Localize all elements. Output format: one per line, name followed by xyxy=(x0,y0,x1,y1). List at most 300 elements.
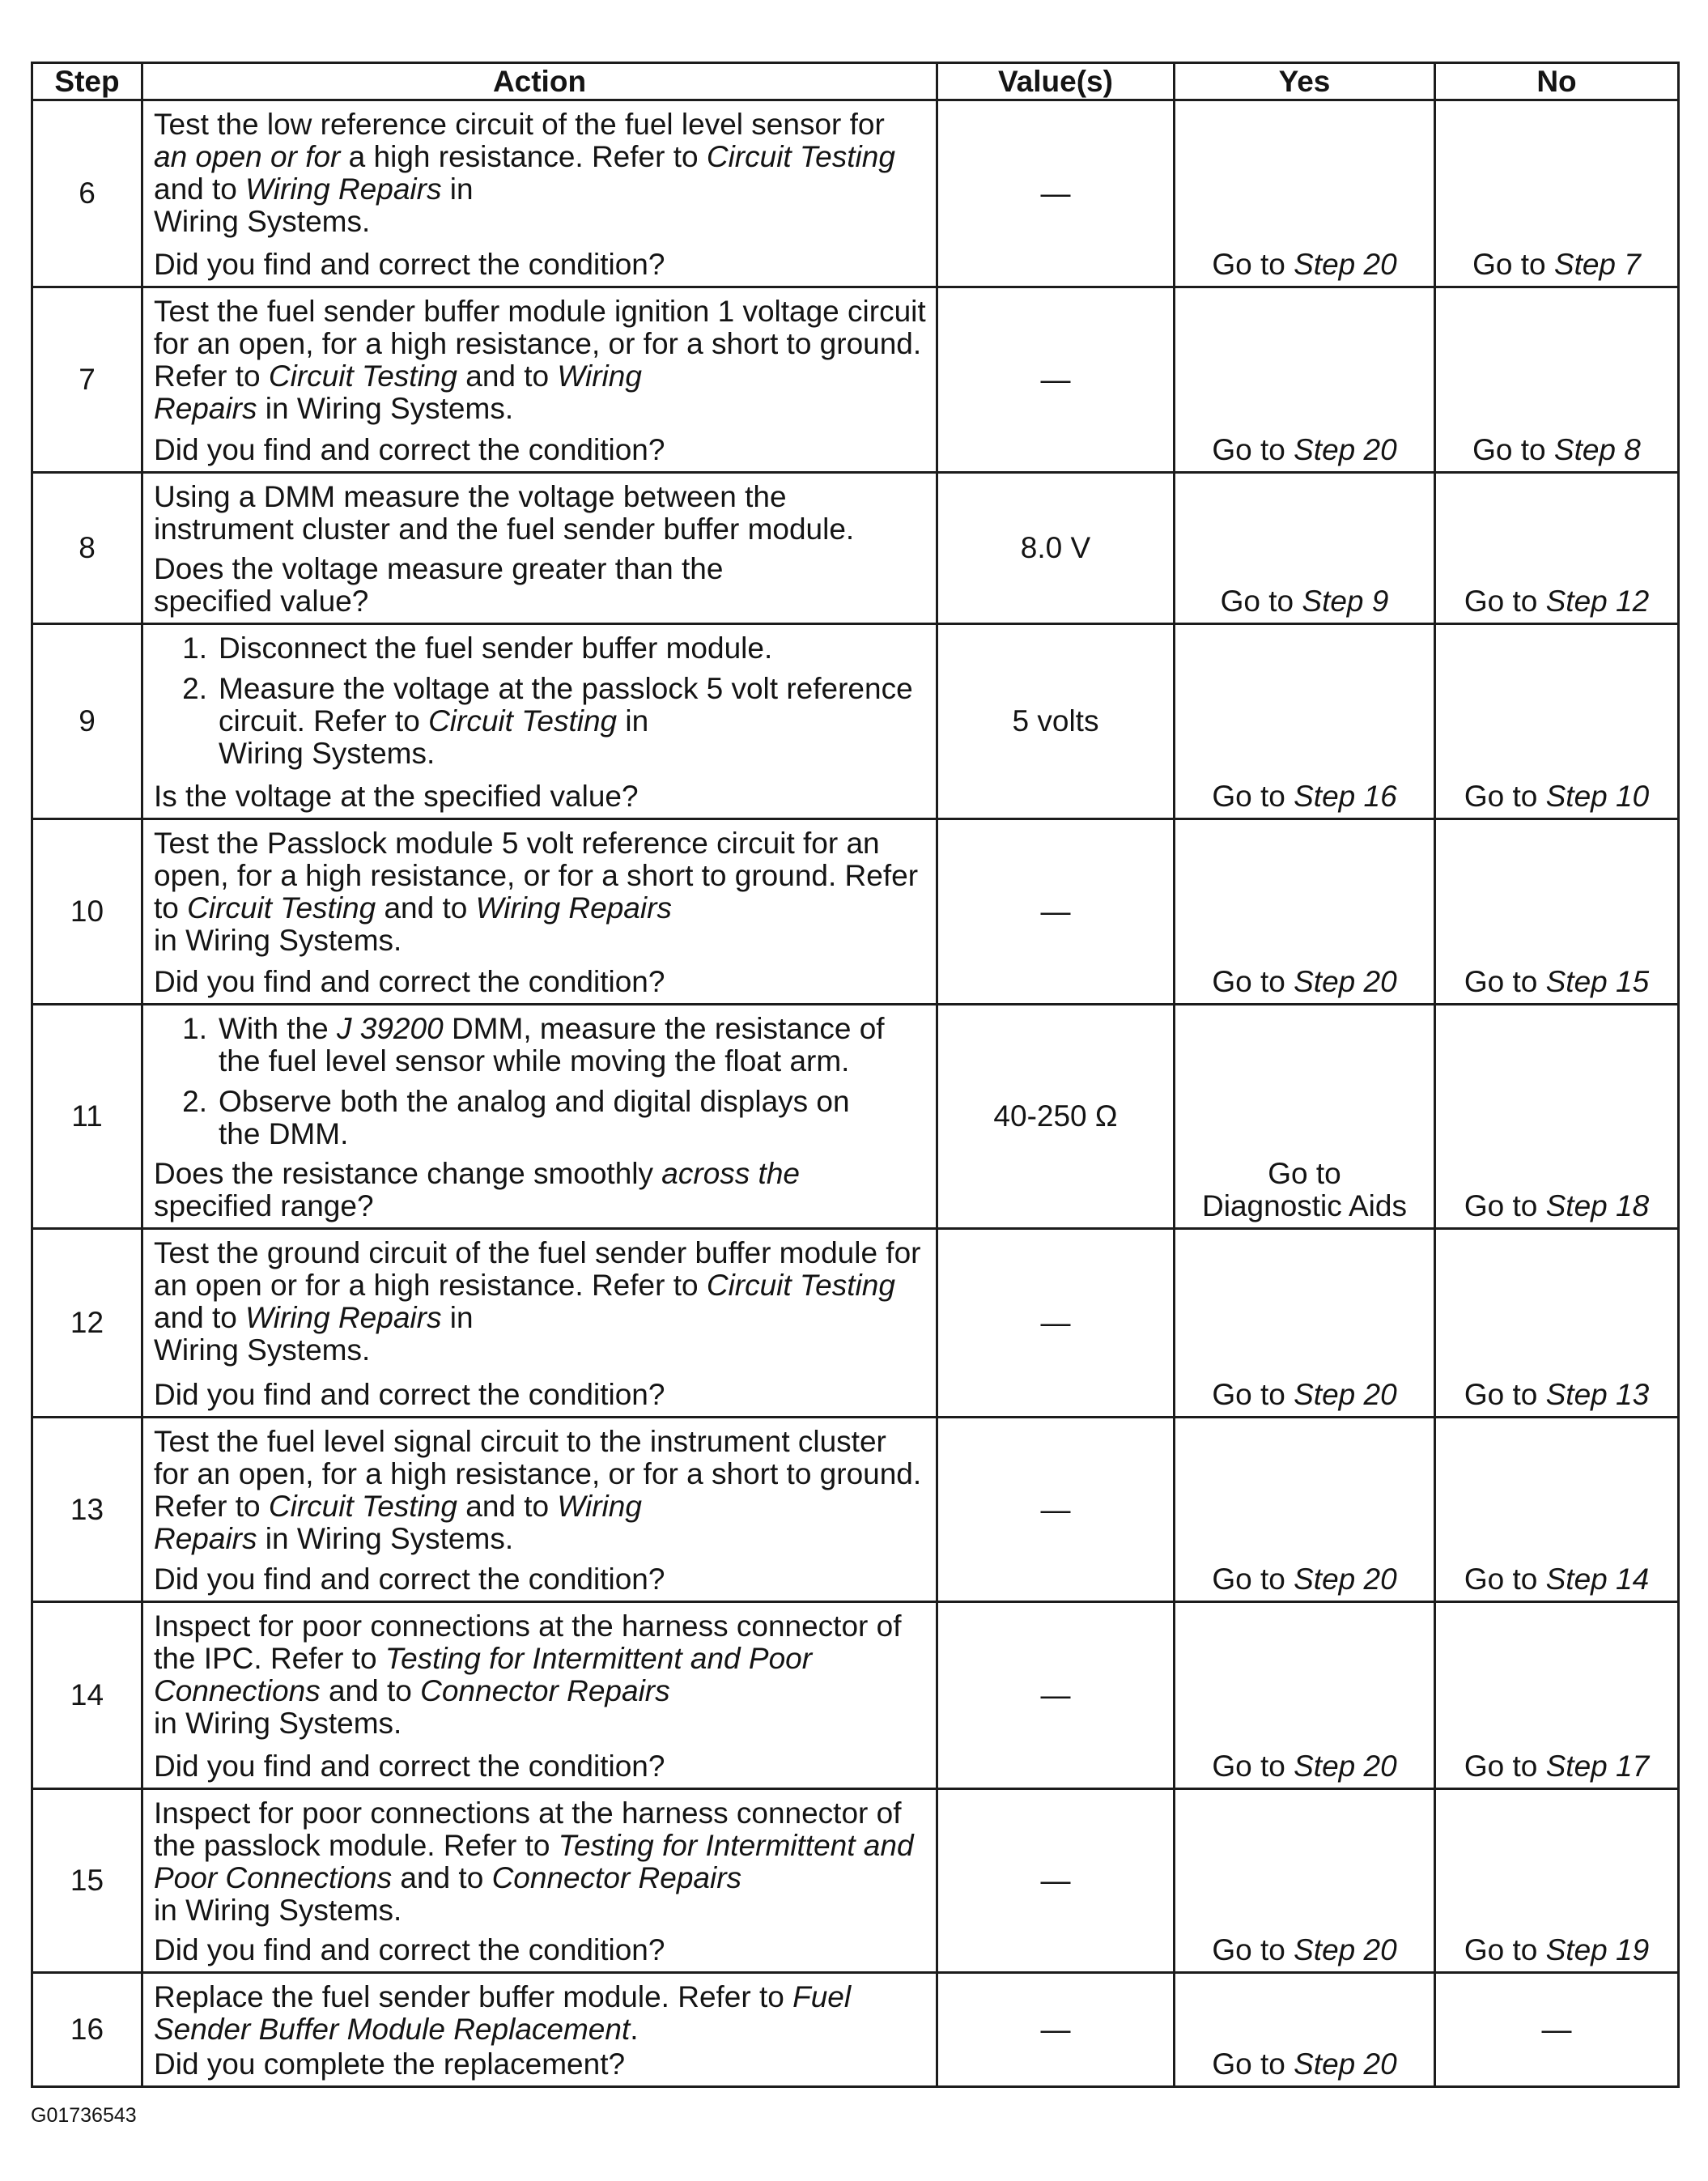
list-item xyxy=(154,1013,936,1078)
reference-text: Step 13 xyxy=(1545,1378,1650,1411)
text-segment: Go to xyxy=(1212,248,1294,281)
text-line xyxy=(154,1379,936,1411)
text-segment: Refer to xyxy=(154,1490,269,1523)
reference-text: Circuit Testing xyxy=(706,1269,895,1302)
question xyxy=(154,1379,936,1411)
reference-text: Connections xyxy=(154,1674,321,1707)
yes-result xyxy=(1212,1934,1396,1966)
no-cell xyxy=(1436,1418,1680,1603)
text-line xyxy=(1472,249,1641,281)
text-line xyxy=(1212,1379,1396,1411)
yes-result xyxy=(1212,966,1396,998)
reference-text: Step 15 xyxy=(1545,965,1650,998)
text-segment: in xyxy=(441,1301,474,1334)
question xyxy=(154,966,936,998)
reference-text: Step 20 xyxy=(1294,248,1397,281)
instructions xyxy=(154,1981,936,2046)
instructions xyxy=(154,632,936,770)
action-cell xyxy=(143,625,938,820)
spec-value: — xyxy=(1040,2013,1071,2046)
text-line xyxy=(154,1675,936,1707)
text-segment: Did you find and correct the condition? xyxy=(154,248,665,281)
spec-value: 8.0 V xyxy=(1020,531,1091,564)
step-cell xyxy=(33,288,143,474)
text-segment: for an open, for a high resistance, or for a short to ground. xyxy=(154,1457,922,1490)
text-segment: Refer to xyxy=(154,359,269,393)
reference-text: Step 7 xyxy=(1553,248,1641,281)
text-line xyxy=(154,249,936,281)
text-segment: Diagnostic Aids xyxy=(1202,1189,1407,1222)
text-segment: the IPC. Refer to xyxy=(154,1642,385,1675)
text-segment: Did you complete the replacement? xyxy=(154,2047,626,2081)
yes-cell xyxy=(1175,1974,1436,2088)
reference-text: Wiring xyxy=(557,359,642,393)
text-line xyxy=(1221,585,1389,618)
text-segment: circuit. Refer to xyxy=(219,704,429,738)
text-segment: Did you find and correct the condition? xyxy=(154,1749,665,1783)
text-segment: the DMM. xyxy=(219,1117,349,1150)
reference-text: Connector Repairs xyxy=(491,1861,742,1894)
text-segment: Does the voltage measure greater than the xyxy=(154,552,724,585)
text-line xyxy=(219,673,913,705)
text-segment: Using a DMM measure the voltage between the xyxy=(154,480,787,513)
spec-value: — xyxy=(1040,1678,1071,1711)
text-line xyxy=(154,2048,936,2081)
text-segment: to xyxy=(154,891,188,925)
action-cell xyxy=(143,101,938,288)
text-line xyxy=(154,1862,936,1894)
text-segment: Go to xyxy=(1464,1189,1546,1222)
yes-cell xyxy=(1175,1603,1436,1790)
step-cell xyxy=(33,1418,143,1603)
action-cell xyxy=(143,1230,938,1418)
text-segment: Test the ground circuit of the fuel sender buffer module for xyxy=(154,1236,921,1269)
reference-text: Circuit Testing xyxy=(187,891,376,925)
text-segment: Measure the voltage at the passlock 5 volt reference xyxy=(219,672,913,705)
text-line xyxy=(154,328,936,360)
spec-value: — xyxy=(1040,895,1071,928)
text-segment: Go to xyxy=(1220,585,1302,618)
text-line xyxy=(154,1934,936,1966)
step-number: 15 xyxy=(70,1864,104,1897)
text-segment: the passlock module. Refer to xyxy=(154,1829,559,1862)
text-line xyxy=(154,1334,936,1367)
text-line xyxy=(154,925,936,957)
yes-cell xyxy=(1175,1005,1436,1230)
question xyxy=(154,2048,936,2081)
spec-value: — xyxy=(1040,363,1071,396)
list-item-text xyxy=(219,1013,885,1078)
text-line xyxy=(1212,1750,1396,1783)
text-segment: Observe both the analog and digital displays on xyxy=(219,1085,850,1118)
text-segment: and to xyxy=(154,172,246,206)
text-line xyxy=(154,295,936,328)
text-line xyxy=(154,1426,936,1458)
header-action-label: Action xyxy=(492,64,587,98)
text-line xyxy=(219,1086,850,1118)
text-segment: Inspect for poor connections at the harness connector of xyxy=(154,1796,902,1830)
text-line xyxy=(154,434,936,466)
text-segment: Go to xyxy=(1212,1933,1294,1966)
text-segment: in xyxy=(441,172,474,206)
text-line xyxy=(154,1237,936,1269)
instructions xyxy=(154,827,936,957)
text-segment: Did you find and correct the condition? xyxy=(154,1378,665,1411)
text-segment: Go to xyxy=(1212,965,1294,998)
reference-text: Wiring Repairs xyxy=(475,891,672,925)
question xyxy=(154,1563,936,1596)
no-result xyxy=(1464,1190,1649,1222)
text-line xyxy=(219,632,772,665)
text-segment: . xyxy=(630,2013,639,2046)
text-line xyxy=(1464,1379,1649,1411)
no-cell xyxy=(1436,474,1680,625)
step-cell xyxy=(33,1603,143,1790)
spec-value: — xyxy=(1040,1492,1071,1526)
text-segment: Go to xyxy=(1464,1562,1546,1596)
text-segment: and to xyxy=(457,359,558,393)
text-segment: Did you find and correct the condition? xyxy=(154,1933,665,1966)
text-line xyxy=(154,108,936,141)
text-segment: Disconnect the fuel sender buffer module. xyxy=(219,631,773,665)
text-segment: Go to xyxy=(1464,1933,1546,1966)
value-cell xyxy=(938,1974,1175,2088)
reference-text: Step 16 xyxy=(1294,780,1397,813)
text-segment: Test the fuel sender buffer module ignition 1 voltage circuit xyxy=(154,295,926,328)
text-line xyxy=(154,1750,936,1783)
reference-text: Circuit Testing xyxy=(706,140,895,173)
text-segment: Go to xyxy=(1464,965,1546,998)
reference-text: Testing for Intermittent and xyxy=(558,1829,914,1862)
list-item-text xyxy=(219,673,913,770)
step-number: 12 xyxy=(70,1306,104,1339)
instructions xyxy=(154,1237,936,1367)
text-segment: Inspect for poor connections at the harness connector of xyxy=(154,1609,902,1643)
spec-value: — xyxy=(1040,1864,1071,1897)
text-segment: in Wiring Systems. xyxy=(154,1707,402,1740)
text-line xyxy=(154,827,936,860)
reference-text: across the xyxy=(661,1157,800,1190)
text-line xyxy=(154,1797,936,1830)
yes-cell xyxy=(1175,474,1436,625)
text-line xyxy=(219,1013,885,1045)
text-line xyxy=(154,393,936,425)
header-no-label: No xyxy=(1536,64,1577,98)
action-cell xyxy=(143,820,938,1005)
text-line xyxy=(1202,1158,1407,1190)
spec-value: — xyxy=(1040,176,1071,210)
list-number: 2. xyxy=(182,1085,207,1118)
yes-result xyxy=(1212,2048,1396,2081)
reference-text: an open or for xyxy=(154,140,341,173)
text-line xyxy=(1202,1190,1407,1222)
text-line xyxy=(154,1981,936,2013)
list-item-text xyxy=(219,632,772,665)
step-cell xyxy=(33,625,143,820)
text-segment: Go to xyxy=(1472,433,1554,466)
reference-text: Step 14 xyxy=(1545,1562,1650,1596)
no-result xyxy=(1464,966,1649,998)
text-segment: Is the voltage at the specified value? xyxy=(154,780,639,813)
action-cell xyxy=(143,474,938,625)
text-segment: Go to xyxy=(1464,1749,1546,1783)
text-line xyxy=(1472,434,1641,466)
reference-text: Step 20 xyxy=(1294,1749,1397,1783)
no-result xyxy=(1464,1563,1649,1596)
instructions xyxy=(154,1610,936,1740)
text-segment: a high resistance. Refer to xyxy=(340,140,707,173)
text-line xyxy=(154,1190,936,1222)
text-segment: Wiring Systems. xyxy=(154,205,371,238)
text-line xyxy=(219,1045,885,1078)
value-cell xyxy=(938,288,1175,474)
step-number: 9 xyxy=(79,704,96,738)
text-line xyxy=(154,585,936,618)
text-line xyxy=(1212,966,1396,998)
text-segment: Go to xyxy=(1212,2047,1294,2081)
text-line xyxy=(1464,780,1649,813)
value-cell xyxy=(938,820,1175,1005)
action-cell xyxy=(143,1603,938,1790)
text-segment: in xyxy=(617,704,649,738)
text-segment: Did you find and correct the condition? xyxy=(154,1562,665,1596)
text-line xyxy=(154,1490,936,1523)
text-line xyxy=(154,860,936,892)
no-cell xyxy=(1436,1790,1680,1974)
no-cell xyxy=(1436,1974,1680,2088)
yes-cell xyxy=(1175,1790,1436,1974)
step-cell xyxy=(33,1790,143,1974)
text-segment: Go to xyxy=(1268,1157,1341,1190)
no-cell xyxy=(1436,1005,1680,1230)
step-cell xyxy=(33,474,143,625)
text-segment: Go to xyxy=(1212,780,1294,813)
reference-text: Step 20 xyxy=(1294,1378,1397,1411)
text-segment: Did you find and correct the condition? xyxy=(154,965,665,998)
text-segment: DMM, measure the resistance of xyxy=(443,1012,885,1045)
reference-text: Circuit Testing xyxy=(268,1490,457,1523)
text-line xyxy=(154,206,936,238)
text-segment: Does the resistance change smoothly xyxy=(154,1157,662,1190)
reference-text: Step 10 xyxy=(1545,780,1650,813)
text-segment: Go to xyxy=(1212,1749,1294,1783)
reference-text: Poor Connections xyxy=(154,1861,393,1894)
reference-text: Wiring Repairs xyxy=(245,1301,442,1334)
header-value-label: Value(s) xyxy=(998,64,1113,98)
action-cell xyxy=(143,288,938,474)
no-result xyxy=(1472,434,1641,466)
text-line xyxy=(154,1458,936,1490)
text-line xyxy=(154,966,936,998)
text-line xyxy=(1464,966,1649,998)
text-line xyxy=(154,481,936,513)
text-line xyxy=(1212,2048,1396,2081)
step-cell xyxy=(33,820,143,1005)
yes-result xyxy=(1212,1379,1396,1411)
step-number: 13 xyxy=(70,1492,104,1526)
reference-text: Step 20 xyxy=(1294,1933,1397,1966)
value-cell xyxy=(938,101,1175,288)
text-line xyxy=(1212,780,1396,813)
text-line xyxy=(1464,1190,1649,1222)
yes-result xyxy=(1212,780,1396,813)
text-line xyxy=(1464,585,1649,618)
step-cell xyxy=(33,1005,143,1230)
text-line xyxy=(154,173,936,206)
text-line xyxy=(154,141,936,173)
figure-id: G01736543 xyxy=(31,2104,137,2127)
text-line xyxy=(154,1707,936,1740)
list-item xyxy=(154,673,936,770)
text-segment: Go to xyxy=(1464,1378,1546,1411)
text-segment: Replace the fuel sender buffer module. Refer to xyxy=(154,1980,793,2013)
no-result xyxy=(1464,1379,1649,1411)
instructions xyxy=(154,481,936,546)
reference-text: Repairs xyxy=(154,392,257,425)
text-segment: With the xyxy=(219,1012,337,1045)
yes-cell xyxy=(1175,288,1436,474)
step-number: 10 xyxy=(70,895,104,928)
step-number: 14 xyxy=(70,1678,104,1711)
text-segment: instrument cluster and the fuel sender buffer module. xyxy=(154,512,855,546)
text-line xyxy=(154,1563,936,1596)
list-item-text xyxy=(219,1086,850,1150)
text-segment: Test the fuel level signal circuit to the instrument cluster xyxy=(154,1425,886,1458)
instructions xyxy=(154,1797,936,1927)
no-result xyxy=(1472,249,1641,281)
text-segment: open, for a high resistance, or for a short to ground. Refer xyxy=(154,859,919,892)
reference-text: Step 20 xyxy=(1294,1562,1397,1596)
text-segment: Go to xyxy=(1212,433,1294,466)
no-result xyxy=(1464,1750,1649,1783)
text-line xyxy=(154,513,936,546)
text-line xyxy=(1464,1750,1649,1783)
reference-text: Wiring Repairs xyxy=(245,172,442,206)
step-cell xyxy=(33,101,143,288)
text-line xyxy=(154,1894,936,1927)
value-cell xyxy=(938,1790,1175,1974)
no-result xyxy=(1464,585,1649,618)
text-line xyxy=(154,553,936,585)
step-number: 16 xyxy=(70,2013,104,2046)
reference-text: Connector Repairs xyxy=(420,1674,670,1707)
action-cell xyxy=(143,1974,938,2088)
text-line xyxy=(154,2013,936,2046)
no-result: — xyxy=(1541,2013,1572,2046)
text-line xyxy=(154,1302,936,1334)
spec-value: 40-250 Ω xyxy=(993,1099,1118,1133)
text-line xyxy=(154,1643,936,1675)
value-cell xyxy=(938,1603,1175,1790)
reference-text: Step 12 xyxy=(1545,585,1650,618)
text-line xyxy=(219,738,913,770)
text-segment: in Wiring Systems. xyxy=(154,1894,402,1927)
no-result xyxy=(1464,780,1649,813)
text-segment: for an open, for a high resistance, or for a short to ground. xyxy=(154,327,922,360)
no-cell xyxy=(1436,625,1680,820)
yes-result xyxy=(1221,585,1389,618)
text-segment: Did you find and correct the condition? xyxy=(154,433,665,466)
step-number: 6 xyxy=(79,176,96,210)
text-segment: and to xyxy=(320,1674,421,1707)
header-no xyxy=(1436,64,1680,101)
header-value xyxy=(938,64,1175,101)
instructions xyxy=(154,108,936,238)
reference-text: Sender Buffer Module Replacement xyxy=(154,2013,631,2046)
text-segment: Test the low reference circuit of the fuel level sensor for xyxy=(154,108,885,141)
text-line xyxy=(219,705,913,738)
text-line xyxy=(154,1830,936,1862)
text-segment: Go to xyxy=(1472,248,1554,281)
reference-text: Circuit Testing xyxy=(428,704,618,738)
text-segment: an open or for a high resistance. Refer to xyxy=(154,1269,707,1302)
text-segment: Go to xyxy=(1212,1378,1294,1411)
value-cell xyxy=(938,1005,1175,1230)
question xyxy=(154,1750,936,1783)
text-segment: specified range? xyxy=(154,1189,374,1222)
question xyxy=(154,1934,936,1966)
text-line xyxy=(1212,1563,1396,1596)
value-cell xyxy=(938,1418,1175,1603)
reference-text: Step 18 xyxy=(1545,1189,1650,1222)
reference-text: Step 20 xyxy=(1294,433,1397,466)
no-cell xyxy=(1436,288,1680,474)
header-action xyxy=(143,64,938,101)
text-line xyxy=(1212,249,1396,281)
text-line xyxy=(154,360,936,393)
value-cell xyxy=(938,474,1175,625)
text-segment: and to xyxy=(392,1861,492,1894)
text-segment: Test the Passlock module 5 volt reference circuit for an xyxy=(154,827,880,860)
no-cell xyxy=(1436,1603,1680,1790)
yes-result xyxy=(1212,1563,1396,1596)
text-segment: Go to xyxy=(1212,1562,1294,1596)
list-number: 1. xyxy=(182,1012,207,1045)
procedure-table xyxy=(31,62,1680,2088)
action-cell xyxy=(143,1005,938,1230)
instructions xyxy=(154,1013,936,1150)
reference-text: Wiring xyxy=(557,1490,642,1523)
list-item xyxy=(154,1086,936,1150)
reference-text: Testing for Intermittent and Poor xyxy=(385,1642,813,1675)
text-line xyxy=(154,1158,936,1190)
question xyxy=(154,553,936,618)
instructions xyxy=(154,1426,936,1555)
spec-value: — xyxy=(1040,1306,1071,1339)
reference-text: Step 8 xyxy=(1553,433,1641,466)
reference-text: Fuel xyxy=(792,1980,852,2013)
reference-text: Step 17 xyxy=(1545,1749,1650,1783)
text-line xyxy=(154,780,936,813)
reference-text: Step 20 xyxy=(1294,2047,1397,2081)
header-yes xyxy=(1175,64,1436,101)
header-step xyxy=(33,64,143,101)
question xyxy=(154,434,936,466)
text-segment: in Wiring Systems. xyxy=(257,1522,514,1555)
text-segment: and to xyxy=(457,1490,558,1523)
step-cell xyxy=(33,1974,143,2088)
yes-cell xyxy=(1175,101,1436,288)
text-line xyxy=(154,1523,936,1555)
step-number: 8 xyxy=(79,531,96,564)
text-segment: and to xyxy=(154,1301,246,1334)
yes-result xyxy=(1212,249,1396,281)
text-segment: in Wiring Systems. xyxy=(154,924,402,957)
step-number: 7 xyxy=(79,363,96,396)
list-item xyxy=(154,632,936,665)
reference-text: Repairs xyxy=(154,1522,257,1555)
reference-text: Step 9 xyxy=(1302,585,1389,618)
